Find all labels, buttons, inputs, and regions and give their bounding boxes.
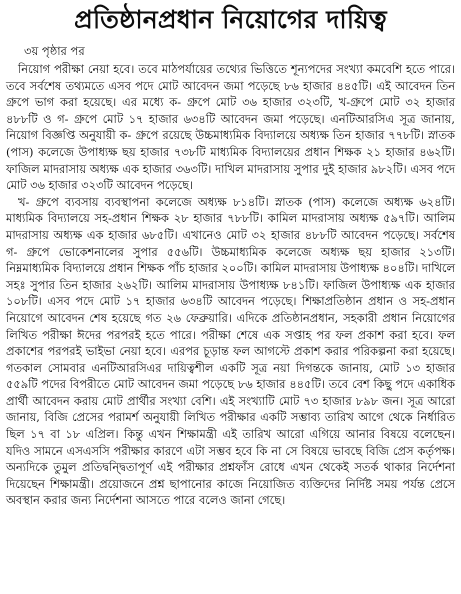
headline: প্রতিষ্ঠানপ্রধান নিয়োগের দায়িত্ব	[74, 5, 387, 34]
article-body	[6, 61, 455, 509]
paragraph-2: খ- গ্রুপে ব্যবসায় ব্যবস্থাপনা কলেজে অধ্যক্ষ ৮১৪টি। স্নাতক (পাস) কলেজে অধ্যক্ষ ৬২৪টি। মাধ্যমিক বিদ্যালয়ে সহ-প্রধান শিক্ষক ২৮ হাজার ৭৮৮টি। কামিল মাদরাসায় অধ্যক্ষ ৫৯৭টি। আলিম মাদরাসায় অধ্যক্ষ এক হাজার ৬৮৫টি। এখানেও মোট ৩২ হাজার ৪৮৮টি আবেদন পড়েছে। সর্বশেষ গ- গ্রুপে ভোকেশনালের সুপার ৫৫৬টি। উচ্চমাধ্যমিক কলেজে অধ্যক্ষ ছয় হাজার ২১৩টি। নিম্নমাধ্যমিক বিদ্যালয়ে প্রধান শিক্ষক পাঁচ হাজার ২০০টি। কামিল মাদরাসায় উপাধ্যক্ষ ৪০৪টি। দাখিলে সহঃ সুপার তিন হাজার ২৬২টি। আলিম মাদরাসায় উপাধ্যক্ষ ৮৪১টি। ফাজিল উপাধ্যক্ষ এক হাজার ১০৮টি। এসব পদে মোট ১৭ হাজার ৬৩৪টি আবেদন পড়েছে। শিক্ষাপ্রতিষ্ঠান প্রধান ও সহ-প্রধান নিয়োগে আবেদন শেষ হয়েছে গত ২৬ ফেব্রুয়ারি। এদিকে প্রতিষ্ঠানপ্রধান, সহকারী প্রধান নিয়োগের লিখিত পরীক্ষা ঈদের পরপরই হতে পারে। পরীক্ষা শেষে এক সপ্তাহ পর ফল প্রকাশ করা হবে। ফল প্রকাশের পরপরই ভাইভা নেয়া হবে। এরপর চূড়ান্ত ফল আগস্টে প্রকাশ করার পরিকল্পনা করা হয়েছে। গতকাল সোমবার এনটিআরসিএর দায়িত্বশীল একটি সূত্র নয়া দিগন্তকে জানায়, মোট ১৩ হাজার ৫৫৯টি পদের বিপরীতে মোট আবেদন জমা পড়েছে ৮৬ হাজার ৪৪৫টি। তবে বেশ কিছু পদে একাধিক প্রার্থী আবেদন করায় মোট প্রার্থীর সংখ্যা বেশি। এই সংখ্যাটি মোট ৭৩ হাজার ৮৯৮ জন। সূত্র আরো জানায়, বিজি প্রেসের পরামর্শ অনুযায়ী লিখিত পরীক্ষার একটি সম্ভাব্য তারিখ আগে থেকে নির্ধারিত ছিল ১৭ বা ১৮ এপ্রিল। কিন্তু এখন শিক্ষামন্ত্রী এই তারিখ আরো এগিয়ে আনার বিষয়ে বলেছেন। যদিও সামনে এসএসসি পরীক্ষার কারণে এটা সম্ভব হবে কি না সে বিষয়ে ভাবছে বিজি প্রেস কর্তৃপক্ষ। অন্যদিকে তুমুল প্রতিদ্বন্দ্বিতাপূর্ণ এই পরীক্ষার প্রশ্নফাঁস রোধে এখন থেকেই সতর্ক থাকার নির্দেশনা দিয়েছেন শিক্ষামন্ত্রী। প্রয়োজনে প্রশ্ন ছাপানোর কাজে নিয়োজিত ব্যক্তিদের নির্দিষ্ট সময় পর্যন্ত প্রেসে অবস্থান করার জন্য নির্দেশনা আসতে পারে বলেও জানা গেছে।	[6, 194, 455, 508]
paragraph-1: নিয়োগ পরীক্ষা নেয়া হবে। তবে মাঠপর্যায়ের তথ্যের ভিত্তিতে শূন্যপদের সংখ্যা কমবেশি হতে পারে। তবে সর্বশেষ তথ্যমতে এসব পদে মোট আবেদন জমা পড়েছে ৮৬ হাজার ৪৪৫টি। এই আবেদন তিন গ্রুপে ভাগ করা হয়েছে। এর মধ্যে ক- গ্রুপে মোট ৩৬ হাজার ৩২৩টি, খ-গ্রুপে মোট ৩২ হাজার ৪৮৮টি ও গ- গ্রুপে মোট ১৭ হাজার ৬৩৪টি আবেদন জমা পড়েছে। এনটিআরসিএ সূত্র জানায়, নিয়োগ বিজ্ঞপ্তি অনুযায়ী ক- গ্রুপে রয়েছে উচ্চমাধ্যমিক বিদ্যালয়ে অধ্যক্ষ তিন হাজার ৭৭৮টি। স্নাতক (পাস) কলেজে উপাধ্যক্ষ ছয় হাজার ৭৩৮টি মাধ্যমিক বিদ্যালয়ের প্রধান শিক্ষক ২১ হাজার ৪৬২টি। ফাজিল মাদরাসায় অধ্যক্ষ এক হাজার ৩৬৩টি। দাখিল মাদরাসায় সুপার দুই হাজার ৯৮২টি। এসব পদে মোট ৩৬ হাজার ৩২৩টি আবেদন পড়েছে।	[6, 62, 455, 193]
continued-from-label: ৩য় পৃষ্ঠার পর	[24, 44, 85, 58]
